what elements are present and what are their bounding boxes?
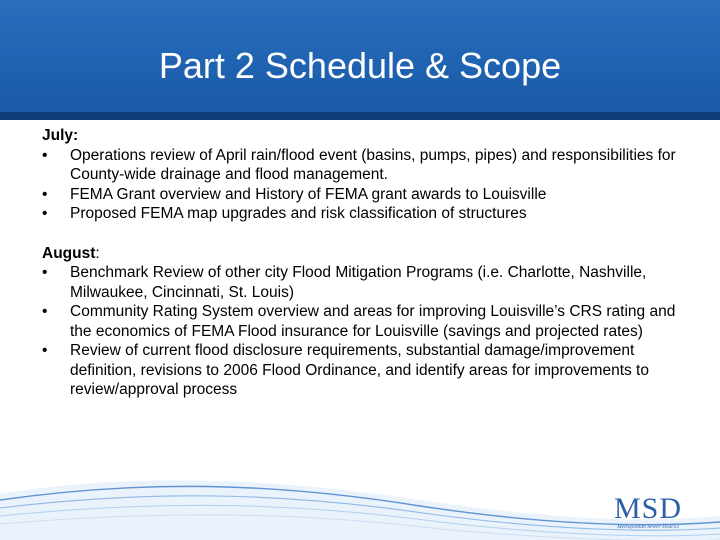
- list-item: • FEMA Grant overview and History of FEMA grant awards to Louisville: [42, 185, 547, 203]
- list-item: • Benchmark Review of other city Flood Mitigation Programs (i.e. Charlotte, Nashville, Milwaukee, Cincinnati, St. Louis): [42, 264, 647, 301]
- list-item: • Proposed FEMA map upgrades and risk classification of structures: [42, 205, 527, 222]
- bullet-icon: •: [42, 185, 48, 203]
- bullet-icon: •: [42, 342, 48, 359]
- slide-title: Part 2 Schedule & Scope: [158, 45, 562, 86]
- list-item: • Review of current flood disclosure requirements, substantial damage/improvement definition, revisions to 2006 Flood Ordinance, and identify areas for improvements to review/approval process: [42, 342, 649, 398]
- bullet-icon: •: [42, 303, 48, 320]
- msd-logo: MSD Metropolitan Sewer District: [613, 492, 683, 530]
- bullet-icon: •: [42, 264, 48, 281]
- july-list: [42, 146, 682, 224]
- bullet-icon: •: [42, 146, 48, 164]
- list-item: • Operations review of April rain/flood event (basins, pumps, pipes) and responsibilities for County-wide drainage and flood management.: [42, 146, 676, 183]
- slide-body: [42, 126, 682, 400]
- list-item: • Community Rating System overview and areas for improving Louisville’s CRS rating and the economics of FEMA Flood insurance for Louisville (savings and projected rates): [42, 303, 676, 340]
- bullet-icon: •: [42, 205, 48, 222]
- august-list: [42, 263, 682, 400]
- title-banner: [0, 0, 720, 120]
- section-heading-july: July:: [42, 127, 79, 144]
- section-heading-august: August:: [42, 244, 100, 262]
